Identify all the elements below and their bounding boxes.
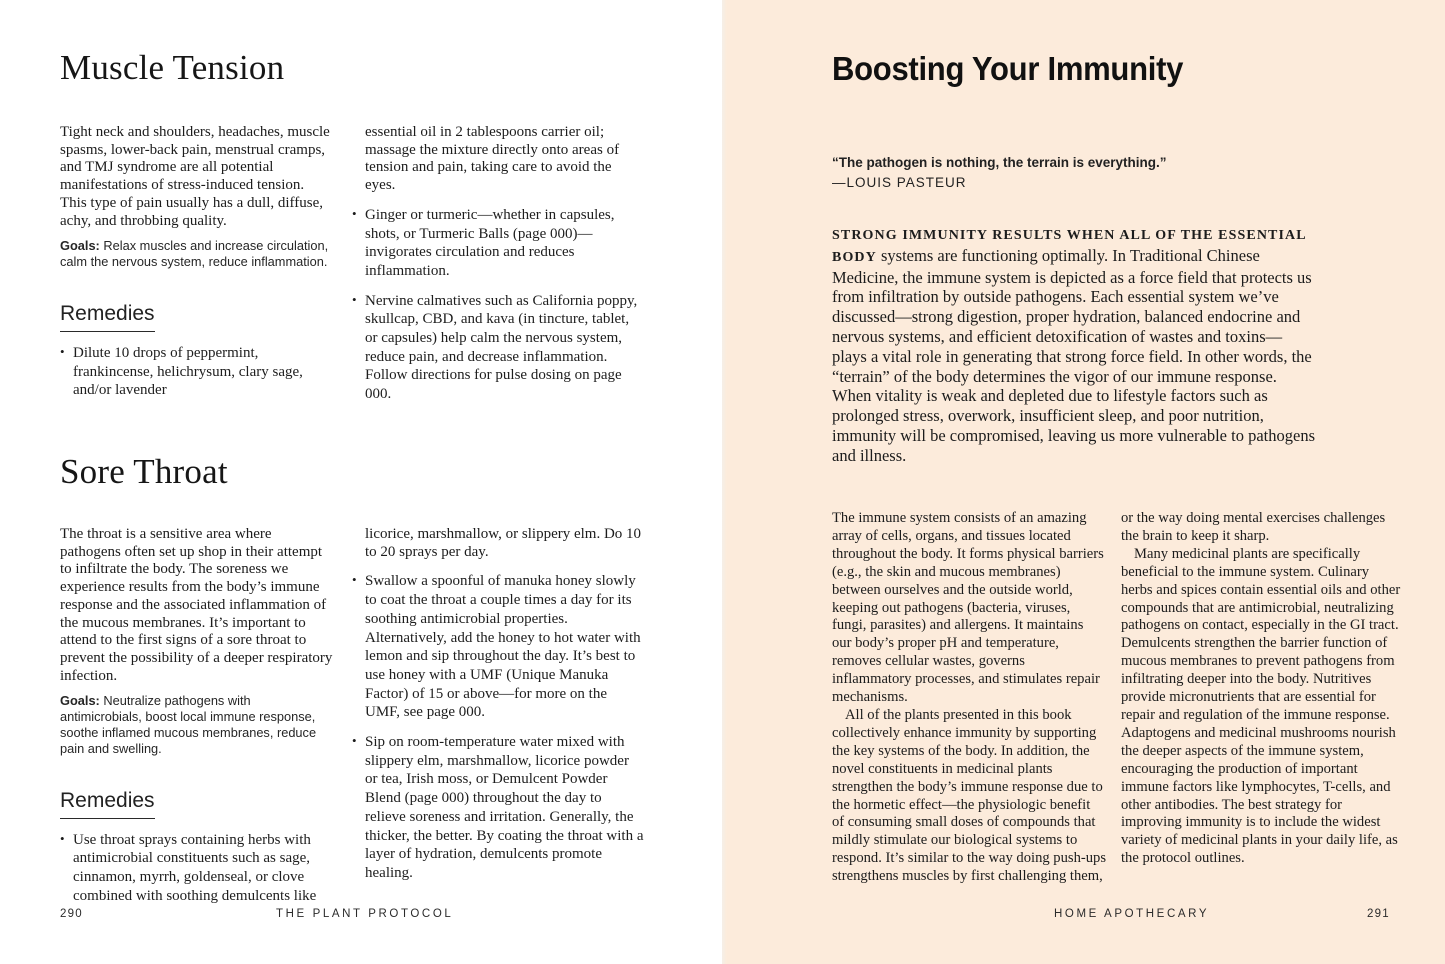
immunity-columns [832,510,1403,886]
right-page [722,0,1445,964]
remedy-bullet [352,733,644,883]
remedy-text: Ginger or turmeric—whether in capsules, shots, or Turmeric Balls (page 000)—invigorates circulation and reduces inflammation. [365,206,615,279]
remedy-continuation: essential oil in 2 tablespoons carrier oil; massage the mixture directly onto areas of tension and pain, taking care to avoid the eyes. [365,124,620,194]
muscle-tension-intro: Tight neck and shoulders, headaches, muscle spasms, lower-back pain, menstrual cramps, and TMJ syndrome are all potential manifestations of stress-induced tension. This type of pain usually has a dull, diffuse, achy, and throbbing quality. [60,124,330,229]
remedy-text: Swallow a spoonful of manuka honey slowly to coat the throat a couple times a day for its soothing antimicrobial properties. Alternatively, add the honey to hot water with lemon and sip throughout the day. It’s best to use honey with a UMF (Unique Manuka Factor) of 15 or above—for more on the UMF, see page 000. [365,573,641,721]
immunity-col2 [1121,510,1403,886]
remedies-heading-text: Remedies [60,302,155,332]
remedy-continuation: licorice, marshmallow, or slippery elm. Do 10 to 20 sprays per day. [365,526,642,560]
body-paragraph: The immune system consists of an amazing array of cells, organs, and tissues located throughout the body. It forms physical barriers (e.g., the skin and mucous membranes) between ourselves and the outside world, keeping out pathogens (bacteria, viruses, fungi, parasites) and allergens. It maintains our body’s proper pH and temperature, removes cellular wastes, governs inflammatory processes, and stimulates repair mechanisms. [832,510,1104,706]
bullet-icon: • [352,291,357,307]
goals-label: Goals: [60,693,100,709]
remedies-heading [60,789,334,819]
remedy-bullet [352,572,644,722]
remedies-heading-text: Remedies [60,789,155,819]
bullet-icon: • [352,572,357,588]
epigraph-attribution: —LOUIS PASTEUR [832,175,967,190]
sore-throat-columns [60,526,660,916]
bullet-icon: • [60,343,65,359]
lead-rest: systems are functioning optimally. In Traditional Chinese Medicine, the immune system is depicted as a force field that protects us from infiltration by outside pathogens. Each essential system we’ve discussed—strong digestion, proper hydration, balanced endocrine and nervous systems, and efficient detoxification of wastes and toxins—plays a vital role in generating that strong force field. In other words, the “terrain” of the body determines the vigor of our immune response. When vitality is weak and depleted due to lifestyle factors such as prolonged stress, overwork, insufficient sleep, and poor nutrition, immunity will be compromised, leaving us more vulnerable to pathogens and illness. [832,245,1315,465]
body-paragraph: All of the plants presented in this book collectively enhance immunity by supporting the key systems of the body. In addition, the novel constituents in medicinal plants strengthen the body’s immune response due to the hormetic effect—the physiologic benefit of consuming small doses of compounds that mildly stimulate our biological systems to respond. It’s similar to the way doing push-ups strengthens muscles by first challenging them, [832,706,1107,885]
bullet-icon: • [352,733,357,749]
running-title-left: THE PLANT PROTOCOL [276,908,454,920]
lead-smallcaps: STRONG IMMUNITY RESULTS WHEN ALL OF THE ESSENTIAL BODY [832,228,1306,265]
page-number-right: 291 [1367,908,1390,920]
body-paragraph: or the way doing mental exercises challenges the brain to keep it sharp. [1121,510,1386,544]
goals-text: Neutralize pathogens with antimicrobials, boost local immune response, soothe inflamed mucous membranes, reduce pain and swelling. [60,693,317,756]
immunity-col1 [832,510,1106,886]
remedy-text: Nervine calmatives such as California poppy, skullcap, CBD, and kava (in tincture, tablet, or capsules) help calm the nervous system, reduce pain, and decrease inflammation. Follow directions for pulse dosing on page 000. [365,292,638,403]
page-number-left: 290 [60,908,83,920]
remedy-bullet [352,292,644,404]
epigraph [832,153,1167,193]
remedy-bullet [60,344,334,400]
bullet-icon: • [60,830,65,846]
muscle-tension-goals [60,238,334,270]
lead-paragraph [832,224,1316,466]
muscle-tension-col1 [60,124,334,415]
muscle-tension-columns [60,124,660,415]
remedy-text: Use throat sprays containing herbs with antimicrobial constituents such as sage, cinnamon, myrrh, goldenseal, or clove combined with soothing demulcents like [73,831,317,904]
left-page [0,0,722,964]
remedy-bullet [352,206,644,281]
goals-text: Relax muscles and increase circulation, calm the nervous system, reduce inflammation. [60,238,329,270]
goals-label: Goals: [60,238,100,254]
sore-throat-goals [60,693,334,756]
sore-throat-col1 [60,526,334,916]
running-title-right: HOME APOTHECARY [1054,908,1210,920]
remedy-text: Dilute 10 drops of peppermint, frankincense, helichrysum, clary sage, and/or lavender [73,344,303,399]
muscle-tension-col2 [352,124,644,415]
remedy-bullet [60,831,334,906]
bullet-icon: • [352,205,357,221]
section-title-muscle-tension: Muscle Tension [60,48,285,87]
sore-throat-col2 [352,526,644,916]
chapter-title: Boosting Your Immunity [832,50,1184,87]
sore-throat-intro: The throat is a sensitive area where pathogens often set up shop in their attempt to infiltrate the body. The soreness we experience results from the body’s immune response and the associated inflammation of the mucous membranes. It’s important to attend to the first signs of a sore throat to prevent the possibility of a deeper respiratory infection. [60,526,333,684]
remedy-text: Sip on room-temperature water mixed with slippery elm, marshmallow, licorice powder or tea, Irish moss, or Demulcent Powder Blend (page 000) throughout the day to relieve soreness and irritation. Generally, the thicker, the better. By coating the throat with a layer of hydration, demulcents promote healing. [365,734,644,881]
remedies-heading [60,302,334,332]
section-title-sore-throat: Sore Throat [60,452,228,491]
epigraph-quote: “The pathogen is nothing, the terrain is everything.” [832,155,1167,170]
body-paragraph: Many medicinal plants are specifically beneficial to the immune system. Culinary herbs and spices contain essential oils and other compounds that are antimicrobial, neutralizing pathogens on contact, especially in the GI tract. Demulcents strengthen the barrier function of mucous membranes to prevent pathogens from infiltrating deeper into the body. Nutritives provide micronutrients that are essential for repair and regulation of the immune response. Adaptogens and medicinal mushrooms nourish the deeper aspects of the immune system, encouraging the production of important immune factors like lymphocytes, T-cells, and other antibodies. The best strategy for improving immunity is to include the widest variety of medicinal plants in your daily life, as the protocol outlines. [1121,545,1401,867]
